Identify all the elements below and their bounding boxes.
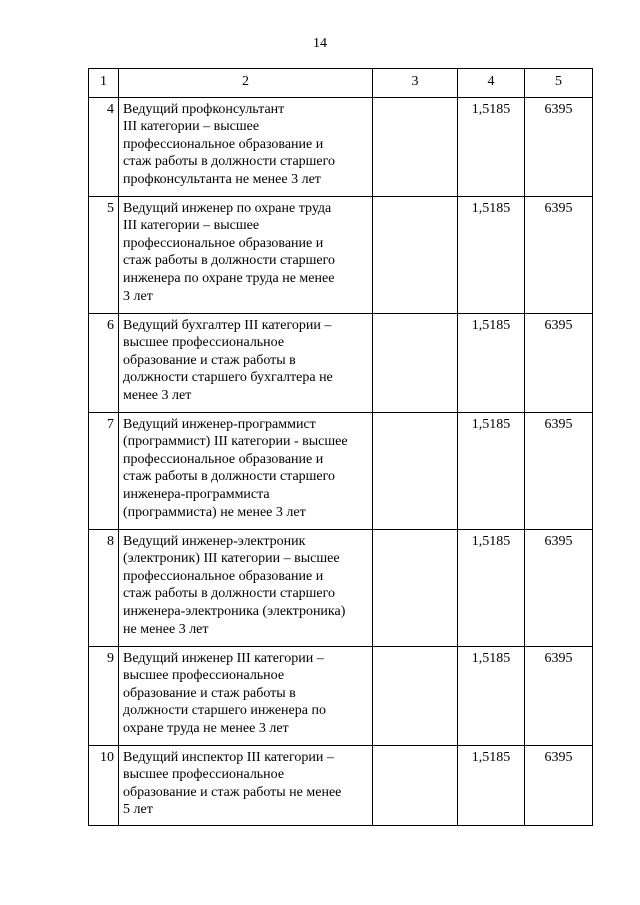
position-description bbox=[119, 745, 373, 825]
position-description bbox=[119, 196, 373, 313]
table-row bbox=[89, 529, 593, 646]
coefficient-cell: 1,5185 bbox=[458, 745, 525, 825]
table-row bbox=[89, 196, 593, 313]
header-cell: 2 bbox=[119, 69, 373, 98]
row-number: 7 bbox=[89, 412, 119, 529]
header-cell: 3 bbox=[373, 69, 458, 98]
row-number: 5 bbox=[89, 196, 119, 313]
salary-cell: 6395 bbox=[525, 97, 593, 196]
row-number: 6 bbox=[89, 313, 119, 412]
header-cell: 4 bbox=[458, 69, 525, 98]
column-3-cell bbox=[373, 313, 458, 412]
coefficient-cell: 1,5185 bbox=[458, 97, 525, 196]
row-number: 4 bbox=[89, 97, 119, 196]
table-row bbox=[89, 646, 593, 745]
salary-cell: 6395 bbox=[525, 196, 593, 313]
column-3-cell bbox=[373, 97, 458, 196]
row-number: 9 bbox=[89, 646, 119, 745]
position-description bbox=[119, 313, 373, 412]
salary-cell: 6395 bbox=[525, 412, 593, 529]
row-number: 8 bbox=[89, 529, 119, 646]
position-description bbox=[119, 529, 373, 646]
salary-cell: 6395 bbox=[525, 529, 593, 646]
table-row bbox=[89, 745, 593, 825]
coefficient-cell: 1,5185 bbox=[458, 646, 525, 745]
coefficient-cell: 1,5185 bbox=[458, 196, 525, 313]
position-description-text: Ведущий инспектор III категории – высшее профессиональное образование и стаж работы не менее 5 лет bbox=[123, 749, 342, 818]
position-description-text: Ведущий инженер III категории – высшее профессиональное образование и стаж работы в должности старшего инженера по охране труда не менее 3 лет bbox=[123, 650, 326, 736]
position-description-text: Ведущий инженер по охране труда III категории – высшее профессиональное образование и стаж работы в должности старшего инженера по охране труда не менее 3 лет bbox=[123, 200, 336, 304]
position-description-text: Ведущий профконсультант III категории – высшее профессиональное образование и стаж работы в должности старшего профконсультанта не менее 3 лет bbox=[123, 101, 336, 187]
row-number: 10 bbox=[89, 745, 119, 825]
position-description-text: Ведущий инженер-электроник (электроник) III категории – высшее профессиональное образование и стаж работы в должности старшего инженера-электроника (электроника) не менее 3 лет bbox=[123, 533, 346, 637]
position-description bbox=[119, 97, 373, 196]
position-description-text: Ведущий инженер-программист (программист) III категории - высшее профессиональное образование и стаж работы в должности старшего инженера-программиста (программиста) не менее 3 лет bbox=[123, 416, 348, 520]
coefficient-cell: 1,5185 bbox=[458, 529, 525, 646]
column-3-cell bbox=[373, 412, 458, 529]
column-3-cell bbox=[373, 196, 458, 313]
header-cell: 5 bbox=[525, 69, 593, 98]
position-description bbox=[119, 412, 373, 529]
table-row bbox=[89, 313, 593, 412]
table-row bbox=[89, 412, 593, 529]
column-3-cell bbox=[373, 646, 458, 745]
position-description bbox=[119, 646, 373, 745]
position-description-text: Ведущий бухгалтер III категории – высшее профессиональное образование и стаж работы в должности старшего бухгалтера не менее 3 лет bbox=[123, 317, 333, 403]
salary-cell: 6395 bbox=[525, 745, 593, 825]
salary-cell: 6395 bbox=[525, 646, 593, 745]
positions-table bbox=[88, 68, 593, 826]
column-3-cell bbox=[373, 745, 458, 825]
salary-cell: 6395 bbox=[525, 313, 593, 412]
column-3-cell bbox=[373, 529, 458, 646]
table-header-row bbox=[89, 69, 593, 98]
coefficient-cell: 1,5185 bbox=[458, 313, 525, 412]
page-number: 14 bbox=[313, 36, 327, 51]
header-cell: 1 bbox=[89, 69, 119, 98]
coefficient-cell: 1,5185 bbox=[458, 412, 525, 529]
table-row bbox=[89, 97, 593, 196]
